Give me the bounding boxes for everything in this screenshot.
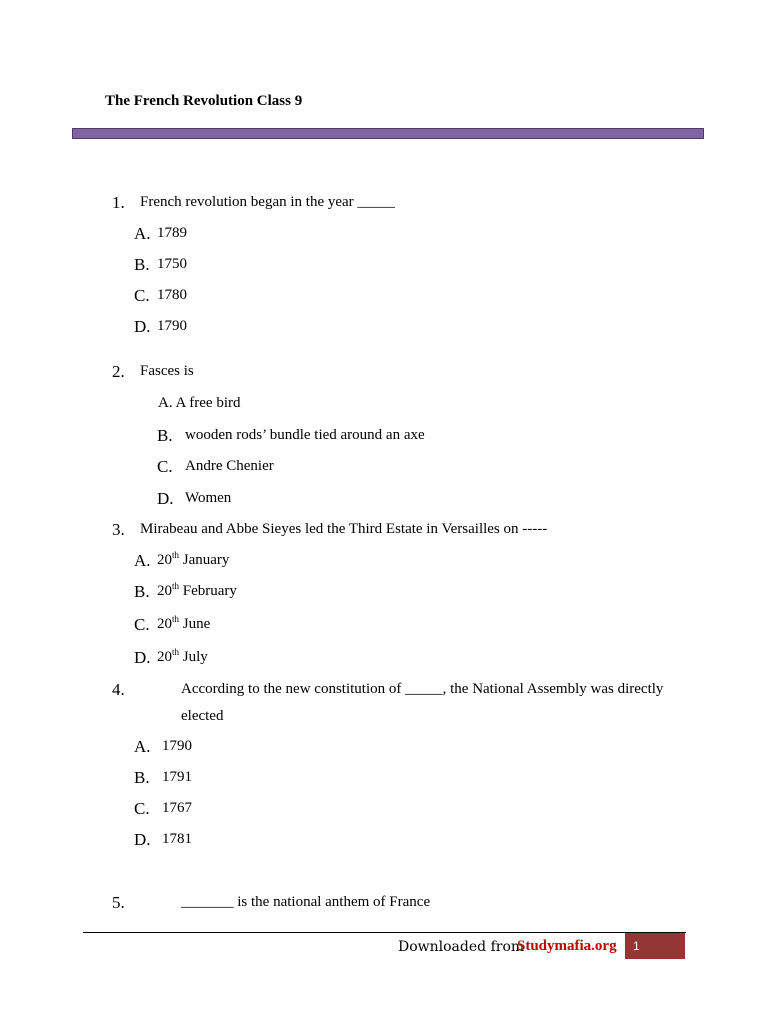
option-text [157, 552, 229, 569]
option-letter: B. [134, 768, 150, 787]
option-text: 1790 [157, 318, 187, 334]
option-text: Women [185, 490, 232, 506]
option-text: A free bird [175, 395, 241, 411]
option-text: 1791 [162, 769, 192, 785]
option-letter: B. [134, 255, 150, 274]
footer-divider [83, 932, 686, 933]
option-text: 1750 [157, 256, 187, 272]
option-letter: D. [134, 830, 151, 849]
option-letter: B. [134, 582, 150, 601]
option-text: wooden rods’ bundle tied around an axe [185, 427, 425, 443]
option-text [157, 583, 237, 600]
option-text: Andre Chenier [185, 458, 274, 474]
option-letter: D. [157, 489, 174, 508]
question-text: _______ is the national anthem of France [181, 894, 431, 910]
page-number-badge [625, 933, 685, 959]
footer-brand-link[interactable]: Studymafia.org [517, 938, 617, 954]
question-text-line1: According to the new constitution of _____, the National Assembly was directly [181, 681, 664, 697]
option-month: July [182, 649, 208, 665]
option-letter: C. [134, 286, 150, 305]
option-text [157, 649, 208, 666]
option-month: February [182, 583, 237, 599]
option-letter: B. [157, 426, 173, 445]
question-text: Fasces is [140, 363, 194, 379]
ordinal-suffix: th [172, 550, 180, 560]
option-letter: D. [134, 317, 151, 336]
question-number: 4. [112, 680, 125, 699]
option-text: 1789 [157, 225, 187, 241]
question-text: Mirabeau and Abbe Sieyes led the Third Estate in Versailles on ----- [140, 521, 548, 537]
option-letter: A. [158, 395, 173, 411]
question-number: 1. [112, 193, 125, 212]
option-letter: A. [134, 737, 151, 756]
option-text: 1790 [162, 738, 192, 754]
ordinal-suffix: th [172, 614, 180, 624]
ordinal-suffix: th [172, 647, 180, 657]
option-day: 20 [157, 616, 172, 632]
option-letter: A. [134, 551, 151, 570]
option-letter: C. [134, 799, 150, 818]
option-day: 20 [157, 649, 172, 665]
option-text: 1780 [157, 287, 187, 303]
question-text: French revolution began in the year _____ [140, 194, 395, 210]
option-letter: C. [157, 457, 173, 476]
option-text [157, 616, 210, 633]
question-number: 3. [112, 520, 125, 539]
question-number: 5. [112, 893, 125, 912]
option-item [158, 395, 241, 412]
option-text: 1767 [162, 800, 192, 816]
document-title: The French Revolution Class 9 [105, 93, 303, 109]
option-day: 20 [157, 583, 172, 599]
question-number: 2. [112, 362, 125, 381]
question-text-line2: elected [181, 708, 224, 724]
option-day: 20 [157, 552, 172, 568]
option-text: 1781 [162, 831, 192, 847]
option-letter: A. [134, 224, 151, 243]
option-letter: D. [134, 648, 151, 667]
title-divider-bar [72, 128, 704, 139]
ordinal-suffix: th [172, 581, 180, 591]
page-number: 1 [633, 939, 640, 953]
footer-downloaded-text: Downloaded from [398, 939, 525, 955]
option-month: January [182, 552, 230, 568]
option-letter: C. [134, 615, 150, 634]
option-month: June [182, 616, 211, 632]
